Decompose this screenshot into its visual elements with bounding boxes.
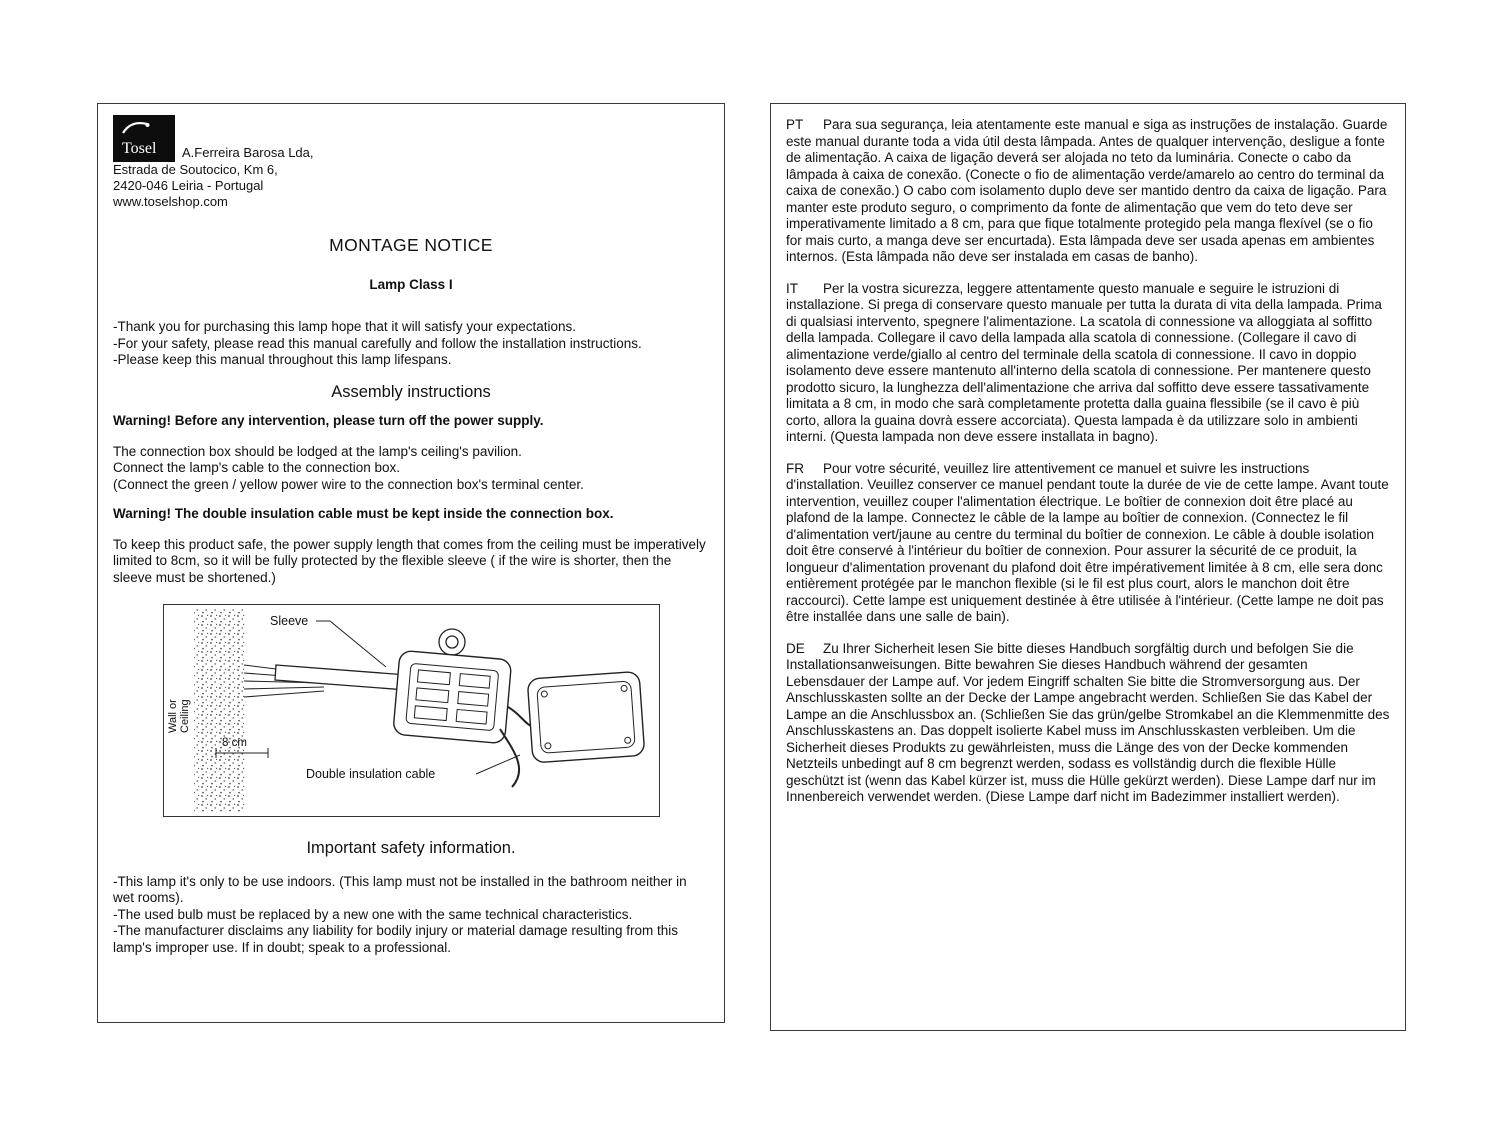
page-title: MONTAGE NOTICE: [329, 235, 493, 255]
translation-text: Para sua segurança, leia atentamente este manual e siga as instruções de instalação. Guarde este manual durante toda a vida útil desta lâmpada. Antes de qualquer intervenção, desligue a fonte de alimentação. A caixa de ligação deverá ser alojada no teto da luminária. Conecte o cabo da lâmpada à caixa de conexão. (Conecte o fio de alimentação verde/amarelo ao centro do terminal da caixa de conexão.) O cabo com isolamento duplo deve ser mantido dentro da caixa de ligação. Para manter este produto seguro, o comprimento da fonte de alimentação que vem do teto deve ser imperativamente limitado a 8 cm, para que fique totalmente protegido pela manga flexível (se o fio for mais curto, a manga deve ser encurtada). Esta lâmpada deve ser usada apenas em ambientes internos. (Esta lâmpada não deve ser instalada em casas de banho).: [786, 117, 1388, 264]
right-page: [770, 103, 1406, 1031]
connection-box: [392, 650, 511, 743]
translation-fr: [786, 461, 1390, 626]
translation-text: Per la vostra sicurezza, leggere attentamente questo manuale e seguire le istruzioni di installazione. Si prega di conservare questo manuale per tutta la durata di vita della lampada. Prima di qualsiasi intervento, spegnere l'alimentazione. La scatola di connessione va alloggiata al soffitto della lampada. Collegare il cavo della lampada alla scatola di connessione. (Collegare il cavo di alimentazione verde/giallo al centro del terminale della scatola di connessione. Il cavo in doppio isolamento deve essere mantenuto all'interno della scatola di connessione. Per mantenere questo prodotto sicuro, la lunghezza dell'alimentazione che arriva dal soffitto deve essere tassativamente limitata a 8 cm, in modo che sarà completamente protetta dalla guaina flessibile (se il cavo è più corto, allora la guaina dovrà essere accorciata). Questa lampada è da utilizzare solo in ambienti interni. (Questa lampada non deve essere installata in bagno).: [786, 280, 1382, 444]
installation-diagram: [163, 604, 660, 817]
safety-notes: [113, 874, 709, 957]
power-warning: Warning! Before any intervention, please turn off the power supply.: [113, 413, 544, 428]
address-line: A.Ferreira Barosa Lda,: [182, 145, 314, 160]
wall-label: Wall or: [166, 699, 179, 733]
address-line: 2420-046 Leiria - Portugal: [113, 178, 264, 193]
safety-heading: Important safety information.: [306, 839, 516, 857]
website-text: www.toselshop.com: [113, 194, 228, 209]
wall-texture: [194, 608, 246, 813]
installation-diagram-drawing: [164, 605, 659, 816]
intro-line: -Thank you for purchasing this lamp hope that it will satisfy your expectations.: [113, 319, 576, 334]
connection-steps: [113, 444, 709, 494]
intro-line: -For your safety, please read this manual carefully and follow the installation instructions.: [113, 335, 642, 351]
measure-label: 8 cm: [221, 737, 247, 749]
assembly-heading: Assembly instructions: [331, 382, 491, 401]
address-line: Estrada de Soutocico, Km 6,: [113, 162, 278, 177]
step-line: (Connect the green / yellow power wire to the connection box's terminal center.: [113, 476, 584, 492]
hanging-loop: [439, 629, 465, 655]
cable-label: Double insulation cable: [305, 767, 435, 781]
tosel-logo: [113, 115, 175, 162]
length-note: To keep this product safe, the power supply length that comes from the ceiling must be imperatively limited to 8cm, so it will be fully protected by the flexible sleeve ( if the wire is shorter, then the sleeve must be shortened.): [113, 536, 706, 585]
wall-label: Ceiling: [178, 699, 191, 733]
left-page: [97, 103, 725, 1023]
language-code: FR: [786, 460, 804, 476]
step-line: Connect the lamp's cable to the connection box.: [113, 460, 401, 475]
tosel-logo-icon: [113, 115, 175, 162]
translation-text: Pour votre sécurité, veuillez lire attentivement ce manuel et suivre les instructions d'installation. Veuillez conserver ce manuel pendant toute la durée de vie de cette lampe. Avant toute intervention, veuillez couper l'alimentation électrique. Le boîtier de connexion doit être placé au plafond de la lampe. Connectez le câble de la lampe au boîtier de connexion. (Connectez le fil d'alimentation vert/jaune au centre du terminal du boîtier de connexion. Le câble à double isolation doit être conservé à l'intérieur du boîtier de connexion. Pour assurer la sécurité de ce produit, la longueur d'alimentation provenant du plafond doit être impérativement limitée à 8 cm, elle sera donc entièrement protégée par le manchon flexible (si le fil est plus court, alors le manchon doit être raccourci). Cette lampe est uniquement destinée à être utilisée à l'intérieur. (Cette lampe ne doit pas être installée dans une salle de bain).: [786, 460, 1389, 624]
insulation-warning: Warning! The double insulation cable must be kept inside the connection box.: [113, 506, 614, 521]
page-subtitle: Lamp Class I: [369, 276, 453, 292]
translation-pt: [786, 117, 1390, 266]
translation-it: [786, 281, 1390, 446]
letterhead: [113, 115, 709, 162]
intro-line: -Please keep this manual throughout this lamp lifespans.: [113, 352, 452, 367]
intro-block: [113, 319, 709, 369]
safety-note: -This lamp it's only to be use indoors. (This lamp must not be installed in the bathroom neither in wet rooms).: [113, 873, 687, 905]
language-code: PT: [786, 117, 804, 132]
language-code: DE: [786, 640, 805, 656]
cable-leader-line: [476, 755, 520, 774]
safety-note: -The used bulb must be replaced by a new one with the same technical characteristics.: [113, 906, 633, 922]
step-line: The connection box should be lodged at the lamp's ceiling's pavilion.: [113, 443, 522, 459]
translation-text: Zu Ihrer Sicherheit lesen Sie bitte dieses Handbuch sorgfältig durch und befolgen Sie die Installationsanweisungen. Bitte bewahren Sie dieses Handbuch während der gesamten Lebensdauer der Lampe auf. Vor jedem Eingriff schalten Sie bitte die Stromversorgung aus. Der Anschlusskasten sollte an der Decke der Lampe angebracht werden. Schließen Sie das Kabel der Lampe an die Anschlussbox an. (Schließen Sie das grün/gelbe Stromkabel an die Klemmenmitte des Anschlusskastens an. Das doppelt isolierte Kabel muss im Anschlusskasten verbleiben. Um die Sicherheit dieses Produkts zu gewährleisten, muss die Länge des von der Decke kommenden Netzteils unbedingt auf 8 cm begrenzt werden, sodass es vollständig durch die flexible Hülle geschützt ist (wenn das Kabel kürzer ist, muss die Hülle gekürzt werden). Diese Lampe darf nur im Innenbereich verwendet werden. (Diese Lampe darf nicht im Badezimmer installiert werden).: [786, 640, 1390, 804]
translation-de: [786, 641, 1390, 806]
safety-note: -The manufacturer disclaims any liability for bodily injury or material damage resulting from this lamp's improper use. If in doubt; speak to a professional.: [113, 923, 678, 955]
language-code: IT: [786, 280, 798, 296]
logo-text: Tosel: [122, 140, 157, 157]
sleeve-label: Sleeve: [269, 614, 308, 628]
cover-box: [527, 671, 645, 763]
sleeve-leader-line: [316, 621, 386, 667]
